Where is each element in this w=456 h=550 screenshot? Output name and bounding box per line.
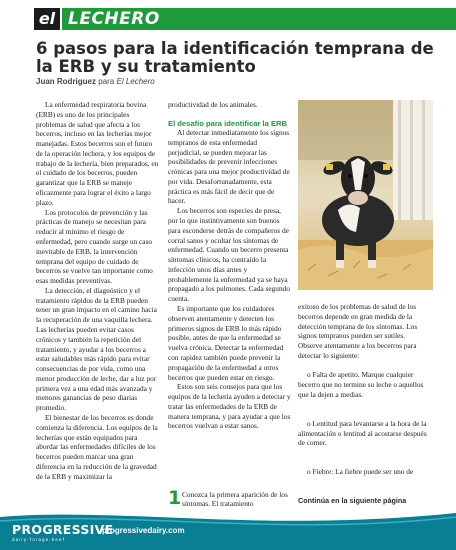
- subheading: El desafío para identificar la ERB: [168, 118, 288, 128]
- spacer: [298, 477, 430, 487]
- article-column-2: [168, 100, 291, 431]
- list-item: o Lentitud para levantarse a la hora de la alimentación o lentitud al acostarse después de comer.: [298, 418, 427, 448]
- paragraph: Al detectar inmediatamente los signos tempranos de esta enfermedad perjudicial, se pueden mejorar las posibilidades de prevenir infecciones crónicas para una mejor productividad de por vida. Desafortunadamente, esta práctica es más fácil de decir que de hacer.: [168, 127, 290, 206]
- spacer: [298, 448, 430, 458]
- calf-photo: [298, 100, 433, 290]
- paragraph: productividad de los animales.: [168, 100, 258, 109]
- photo-credit: Getty Images: [449, 262, 454, 286]
- paragraph: El bienestar de los becerros es donde comienza la diferencia. Los equipos de la lecherías que están equipados para abordar las enfermedades difíciles de los becerros pueden marcar una gran diferencia en la reducción de la gravedad de la ERB y maximizar la: [36, 413, 158, 481]
- step-text: Conozca la primera aparición de los síntomas. El tratamiento: [182, 490, 288, 509]
- article-column-3: [298, 302, 430, 516]
- paragraph: La detección, el diagnóstico y el tratamiento rápidos de la ERB pueden tener un gran impacto en el camino hacia la recuperación de una vaquilla lechera. Las lecherías pueden evitar casos crónicos y también la repetición del tratamiento, y ayudar a los becerros a estar saludables más rápido para evitar consecuencias de por vida, como una menor producción de leche, dar a luz por primera vez a una edad más avanzada y menores ganancias de peso diarias promedio.: [36, 285, 157, 413]
- article-title: 6 pasos para la identificación temprana de la ERB y su tratamiento: [36, 39, 434, 76]
- paragraph: Los protocolos de prevención y las prácticas de manejo se necesitan para reducir al mínimo el riesgo de enfermedad, pero cuando surge un caso inevitable de ERB, la intervención temprana del equipo de cuidado de becerros se vuelve tan importante como esas medidas preventivas.: [36, 207, 153, 286]
- spacer: [298, 400, 430, 410]
- step-number: 1: [168, 487, 182, 509]
- paragraph: Los becerros son especies de presa, por lo que instintivamente son buenos para esconderse detrás de compañeros de corral sanos y ocultar los síntomas de enfermedad. Cuando un becerro presenta síntomas clínicos, ha contraído la infección unos días antes y probablemente la enfermedad ya se haya propagado a los pulmones. Cada segundo cuenta.: [168, 206, 290, 304]
- paragraph: La enfermedad respiratoria bovina (ERB) es uno de los principales problemas de salud que afecta a los becerros, incluso en las lecherías mejor manejadas. Estos becerros son el futuro de la operación lechera, y los equipos de trabajo de la lechería, bien preparados, en el cuidado de los becerros, pueden garantizar que la ERB se maneje eficazmente para lograr el éxito a largo plazo.: [36, 100, 159, 207]
- paragraph: Estos son seis consejos para que los equipos de la lechería ayuden a detectar y tratar las enfermedades de la ERB de manera temprana, y para ayudar a que los becerros vuelvan a estar sanos.: [168, 382, 291, 431]
- list-item: o Falta de apetito. Marque cualquier becerro que no termine su leche o aquellos que la dejen a medias.: [298, 370, 424, 399]
- byline-magazine: El Lechero: [116, 77, 155, 86]
- publisher-logo: PROGRESSIVE: [12, 522, 114, 537]
- continued-note: Continúa en la siguiente página: [298, 496, 407, 506]
- publisher-tagline: dairy·forage·beef: [12, 537, 65, 542]
- section-name: LECHERO: [68, 9, 160, 29]
- article-column-1: [36, 100, 160, 481]
- paragraph: exitoso de los problemas de salud de los becerros depende en gran medida de la detección temprana de los síntomas. Los signos tempranos pueden ser sutiles. Observe atentamente a los becerros para detectar lo siguiente:: [298, 302, 418, 360]
- byline: [36, 77, 436, 86]
- paragraph: Es importante que los cuidadores observen atentamente y detecten los primeros signos de ERB lo más rápido posible, antes de que la enfermedad se vuelva crónica. Detectar la enfermedad con rapidez también puede prevenir la propagación de la enfermedad a otros becerros que pueden estar en riesgo.: [168, 304, 284, 382]
- byline-connector: para: [96, 77, 117, 86]
- footer: [0, 511, 456, 550]
- list-item: o Fiebre: La fiebre puede ser uno de: [307, 467, 414, 477]
- website-link[interactable]: progressivedairy.com: [102, 526, 185, 535]
- section-mark: el: [34, 8, 60, 30]
- calf-image: [298, 100, 433, 290]
- byline-author: Juan Rodriguez: [36, 77, 97, 86]
- step-1: [168, 487, 292, 509]
- masthead: [0, 0, 456, 34]
